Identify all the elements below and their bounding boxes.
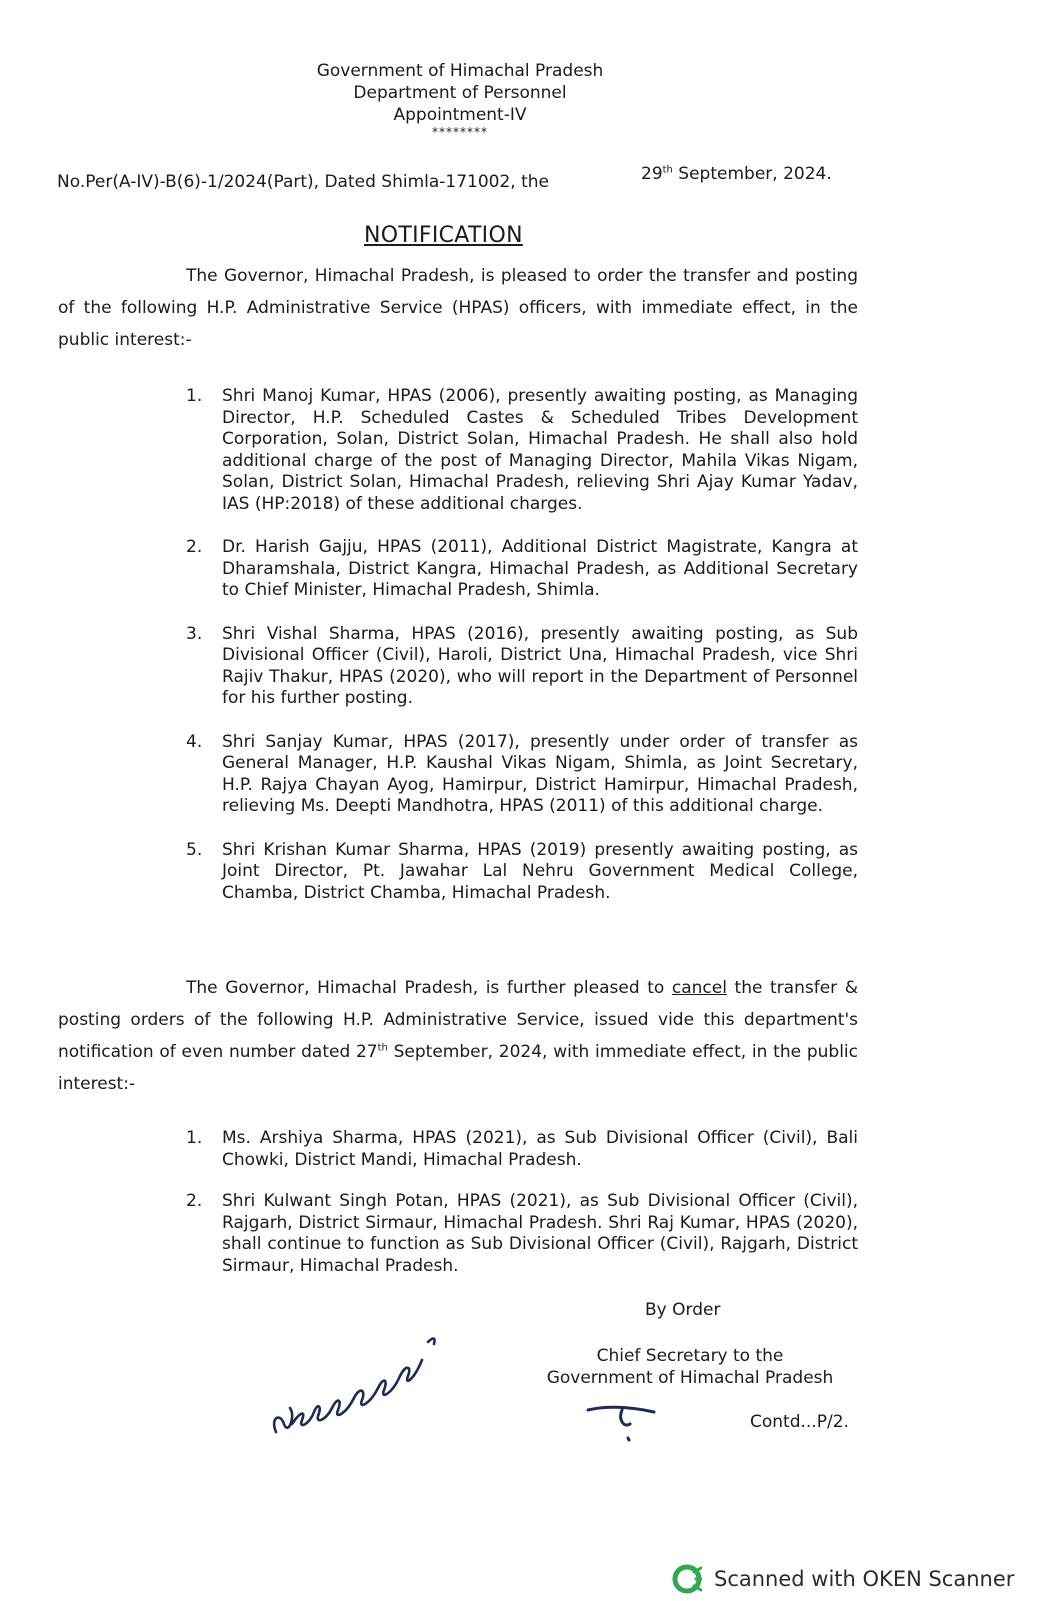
header-stars: ******** <box>432 125 488 139</box>
list-item: 2. Shri Kulwant Singh Potan, HPAS (2021), as Sub Divisional Officer (Civil), Rajgarh, District Sirmaur, Himachal Pradesh. Shri Raj Kumar, HPAS (2020), shall continue to function as Sub Divisional Officer (Civil), Rajgarh, District Sirmaur, Himachal Pradesh. <box>186 1191 858 1276</box>
list-item: 1. Ms. Arshiya Sharma, HPAS (2021), as Sub Divisional Officer (Civil), Bali Chowki, District Mandi, Himachal Pradesh. <box>186 1128 858 1170</box>
signatory-title: Chief Secretary to the <box>596 1346 784 1366</box>
page-title: NOTIFICATION <box>364 223 523 248</box>
list-item: 3. Shri Vishal Sharma, HPAS (2016), presently awaiting posting, as Sub Divisional Officer (Civil), Haroli, District Una, Himachal Pradesh, vice Shri Rajiv Thakur, HPAS (2020), who will report in the Department of Personnel for his further posting. <box>186 623 858 708</box>
signatory-organisation: Government of Himachal Pradesh <box>546 1368 834 1388</box>
cancel-emphasis: cancel <box>671 978 727 998</box>
scanner-watermark <box>672 1562 1014 1596</box>
cancellation-list <box>186 1128 858 1297</box>
list-item: 4. Shri Sanjay Kumar, HPAS (2017), presently under order of transfer as General Manager, H.P. Kaushal Vikas Nigam, Shimla, as Joint Secretary, H.P. Rajya Chayan Ayog, Hamirpur, District Hamirpur, Himachal Pradesh, relieving Ms. Deepti Mandhotra, HPAS (2011) of this additional charge. <box>186 731 858 816</box>
reference-line <box>57 164 857 192</box>
signatory-block <box>530 1345 850 1389</box>
section-name: Appointment-IV <box>393 105 527 125</box>
list-item: 5. Shri Krishan Kumar Sharma, HPAS (2019) presently awaiting posting, as Joint Director, Pt. Jawahar Lal Nehru Government Medical College, Chamba, District Chamba, Himachal Pradesh. <box>186 839 858 903</box>
government-name: Government of Himachal Pradesh <box>316 61 604 81</box>
list-item: 1. Shri Manoj Kumar, HPAS (2006), presently awaiting posting, as Managing Director, H.P. Scheduled Castes & Scheduled Tribes Development Corporation, Solan, District Solan, Himachal Pradesh. He shall also hold additional charge of the post of Managing Director, Mahila Vikas Nigam, Solan, District Solan, Himachal Pradesh, relieving Shri Ajay Kumar Yadav, IAS (HP:2018) of these additional charges. <box>186 386 858 514</box>
by-order-label: By Order <box>645 1300 721 1320</box>
oken-scanner-icon <box>672 1564 702 1594</box>
department-name: Department of Personnel <box>353 83 567 103</box>
initials-mark <box>584 1398 664 1446</box>
intro-paragraph: The Governor, Himachal Pradesh, is pleased to order the transfer and posting of the following H.P. Administrative Service (HPAS) officers, with immediate effect, in the public interest:- <box>58 266 858 350</box>
reference-date: 29th September, 2024. <box>641 164 832 184</box>
cancel-paragraph: The Governor, Himachal Pradesh, is further pleased to cancel the transfer & posting orders of the following H.P. Administrative Service, issued vide this department's notification of even number dated 27th September, 2024, with immediate effect, in the public interest:- <box>58 978 858 1094</box>
reference-number: No.Per(A-IV)-B(6)-1/2024(Part), Dated Shimla-171002, the <box>57 172 550 192</box>
letterhead <box>300 60 620 138</box>
handwritten-signature <box>262 1320 452 1450</box>
scanner-label: Scanned with OKEN Scanner <box>714 1567 1015 1591</box>
continued-label: Contd...P/2. <box>750 1412 849 1432</box>
transfer-list <box>186 386 858 926</box>
list-item: 2. Dr. Harish Gajju, HPAS (2011), Additional District Magistrate, Kangra at Dharamshala, District Kangra, Himachal Pradesh, as Additional Secretary to Chief Minister, Himachal Pradesh, Shimla. <box>186 537 858 600</box>
